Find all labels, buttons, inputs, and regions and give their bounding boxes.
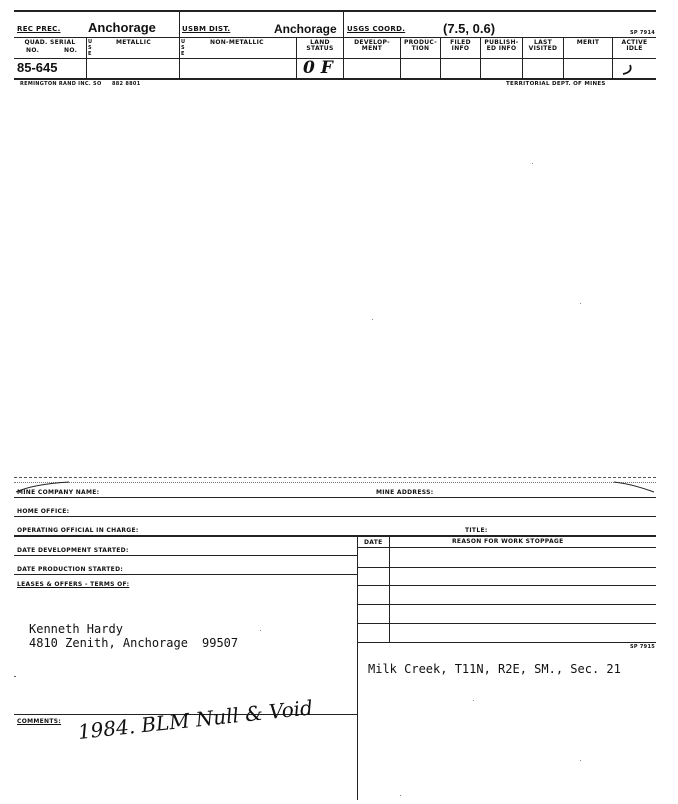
leases-label: LEASES & OFFERS - TERMS OF: [17, 581, 130, 588]
divider-v3 [86, 37, 87, 78]
speck [473, 700, 474, 701]
speck [532, 163, 533, 164]
top-form-number: SP 7914 [630, 30, 656, 36]
mine-company-label: MINE COMPANY NAME: [17, 489, 100, 496]
divider-v4 [296, 37, 297, 78]
rec-prec-label: REC PREC. [17, 25, 61, 33]
nonmetallic-label: NON-METALLIC [210, 39, 264, 46]
title-label: TITLE: [465, 527, 488, 534]
top-card-rule-bottom [14, 78, 656, 80]
stoppage-rule-4 [357, 604, 656, 605]
last-visited-label: LAST VISITED [528, 39, 558, 52]
check-mark-icon [617, 62, 637, 78]
rec-prec-value: Anchorage [88, 20, 156, 35]
published-info-label: PUBLISH- ED INFO [484, 39, 519, 52]
location-text: Milk Creek, T11N, R2E, SM., Sec. 21 [368, 662, 621, 676]
land-status-label: LAND STATUS [306, 39, 334, 52]
top-card-rule-row [14, 58, 656, 59]
quad-serial-label: QUAD. SERIAL [24, 39, 76, 46]
date-prod-label: DATE PRODUCTION STARTED: [17, 566, 124, 573]
form-codes: 882 8801 [112, 81, 141, 87]
rule-home-office [14, 516, 656, 517]
speck [372, 319, 373, 320]
usbm-dist-label: USBM DIST. [182, 25, 231, 33]
rule-mine-company [14, 497, 656, 498]
stoppage-rule-6 [357, 642, 656, 643]
bottom-form-number: SP 7915 [630, 644, 656, 650]
speck [400, 795, 401, 796]
printer-credit: REMINGTON RAND INC. SO [20, 81, 102, 87]
owner-zip: 99507 [202, 636, 239, 650]
date-dev-label: DATE DEVELOPMENT STARTED: [17, 547, 129, 554]
owner-address: 4810 Zenith, Anchorage [29, 636, 188, 650]
dept-name: TERRITORIAL DEPT. OF MINES [506, 81, 606, 87]
card-edge [14, 477, 656, 478]
center-divider [357, 535, 358, 800]
rule-date-dev [14, 555, 357, 556]
mine-address-label: MINE ADDRESS: [376, 489, 434, 496]
metallic-use-prefix: U S E [88, 39, 93, 57]
divider-v1 [179, 10, 180, 78]
rule-date-prod [14, 574, 357, 575]
active-idle-label: ACTIVE IDLE [621, 39, 648, 52]
merit-label: MERIT [576, 39, 600, 46]
card-edge-2 [14, 482, 656, 483]
speck [260, 630, 261, 631]
home-office-label: HOME OFFICE: [17, 508, 70, 515]
filed-info-label: FILED INFO [450, 39, 471, 52]
pen-stroke-icon [612, 480, 656, 494]
usgs-coord-value: (7.5, 0.6) [443, 21, 496, 36]
metallic-label: METALLIC [116, 39, 152, 46]
development-label: DEVELOP- MENT [354, 39, 390, 52]
production-label: PRODUC- TION [403, 39, 438, 52]
quad-serial-value: 85-645 [17, 60, 58, 75]
stoppage-rule-1 [357, 547, 656, 548]
comments-label: COMMENTS: [17, 718, 62, 725]
usbm-dist-value: Anchorage [274, 22, 337, 36]
usgs-coord-label: USGS COORD. [347, 25, 406, 33]
owner-name: Kenneth Hardy [29, 622, 123, 636]
speck [580, 760, 581, 761]
nonmetallic-use-prefix: U S E [181, 39, 186, 57]
top-card-rule-top [14, 10, 656, 12]
quad-no-label: NO. [26, 47, 40, 54]
land-status-value: 0 F [303, 58, 333, 78]
speck [14, 676, 16, 677]
serial-no-label: NO. [64, 47, 78, 54]
date-col-label: DATE [364, 539, 383, 546]
reason-col-label: REASON FOR WORK STOPPAGE [452, 538, 564, 545]
top-card-rule-header [14, 37, 656, 38]
comments-handwriting: 1984. BLM Null & Void [76, 695, 314, 744]
speck [580, 303, 581, 304]
stoppage-rule-5 [357, 623, 656, 624]
rule-official [14, 535, 656, 537]
stoppage-rule-3 [357, 585, 656, 586]
date-col-divider [389, 535, 390, 642]
operating-official-label: OPERATING OFFICIAL IN CHARGE: [17, 527, 139, 534]
stoppage-rule-2 [357, 567, 656, 568]
